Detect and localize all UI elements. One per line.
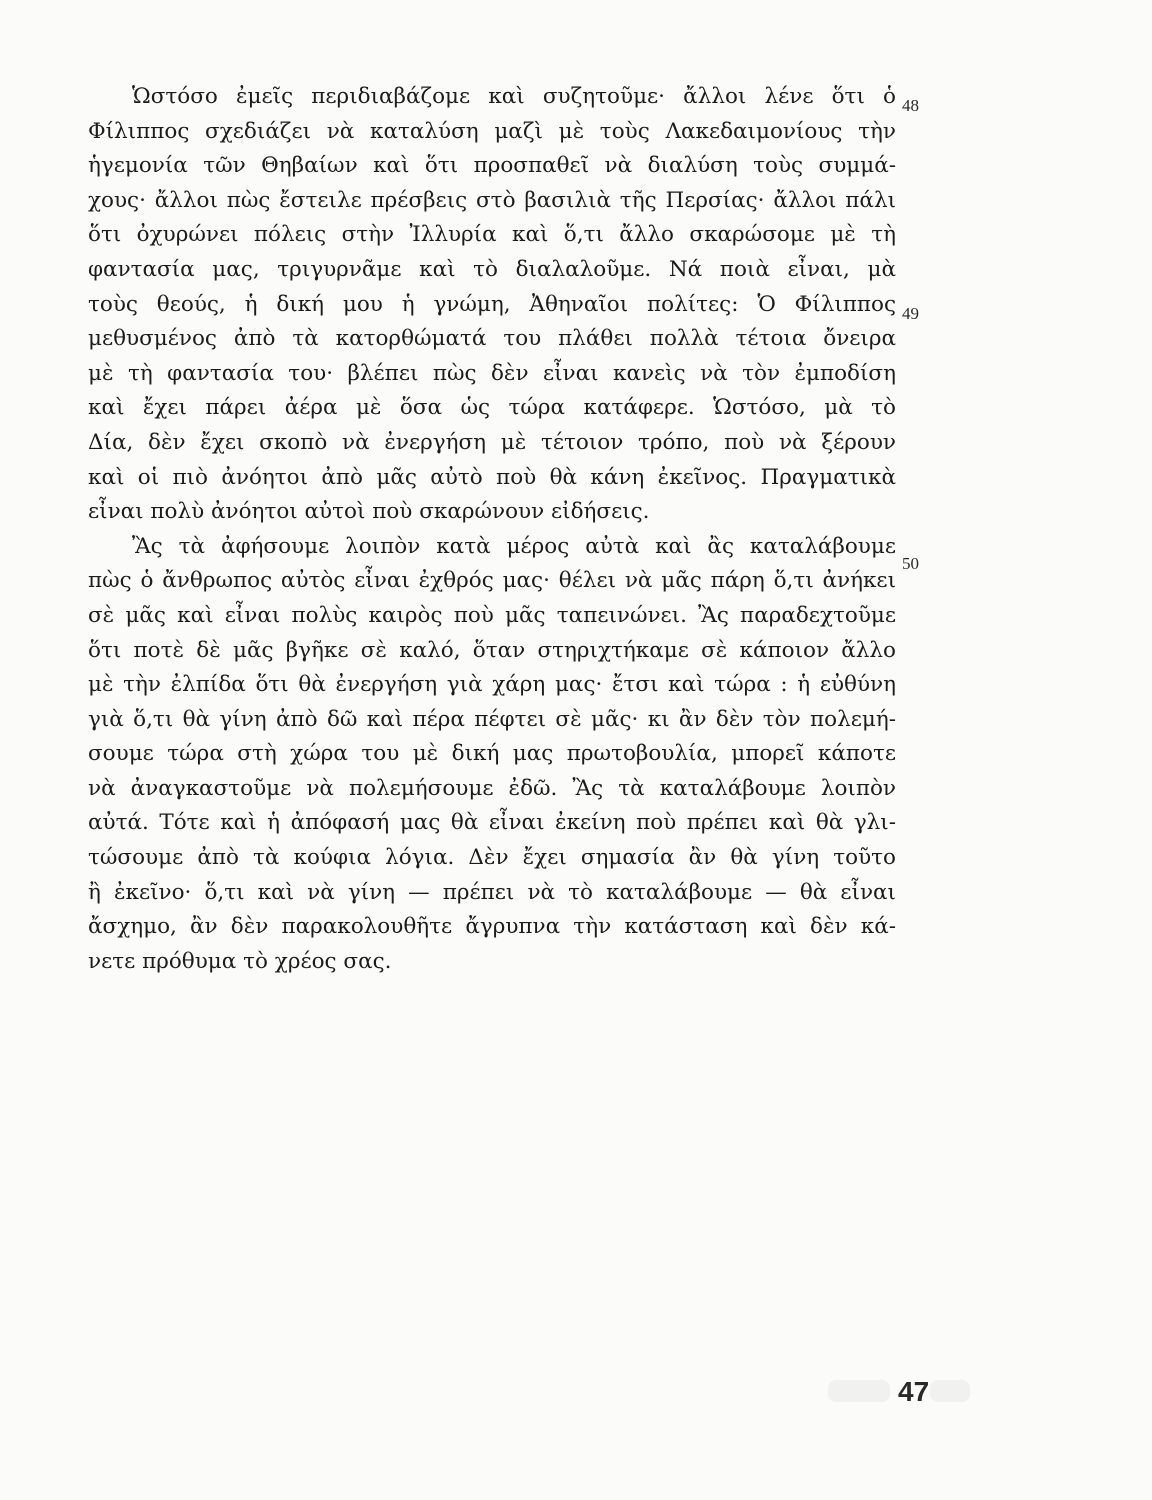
bleed-through-mark — [828, 1380, 890, 1402]
text-line: Φίλιππος σχεδιάζει νὰ καταλύση μαζὶ μὲ τοὺς Λακεδαιμονίους τὴν — [88, 118, 896, 144]
page-number: 47 — [898, 1376, 930, 1407]
text-line: σὲ μᾶς καὶ εἶναι πολὺς καιρὸς ποὺ μᾶς ταπεινώνει. Ἂς παραδεχτοῦμε — [88, 602, 896, 628]
text-line: τώσουμε ἀπὸ τὰ κούφια λόγια. Δὲν ἔχει σημασία ἂν θὰ γίνη τοῦτο — [88, 845, 896, 871]
text-line: ὅτι ποτὲ δὲ μᾶς βγῆκε σὲ καλό, ὅταν στηριχτήκαμε σὲ κάποιον ἄλλο — [88, 637, 896, 663]
text-line: ἄσχημο, ἂν δὲν παρακολουθῆτε ἄγρυπνα τὴν κατάσταση καὶ δὲν κά- — [88, 914, 896, 940]
text-line: νὰ ἀναγκαστοῦμε νὰ πολεμήσουμε ἐδῶ. Ἂς τὰ καταλάβουμε λοιπὸν — [88, 775, 896, 801]
text-line: σουμε τώρα στὴ χώρα του μὲ δική μας πρωτοβουλία, μπορεῖ κάποτε — [88, 741, 896, 767]
text-line: γιὰ ὅ,τι θὰ γίνη ἀπὸ δῶ καὶ πέρα πέφτει σὲ μᾶς· κι ἂν δὲν τὸν πολεμή- — [88, 706, 896, 732]
text-line: Δία, δὲν ἔχει σκοπὸ νὰ ἐνεργήση μὲ τέτοιον τρόπο, ποὺ νὰ ξέρουν — [88, 429, 896, 455]
text-line: ἢ ἐκεῖνο· ὅ,τι καὶ νὰ γίνη — πρέπει νὰ τὸ καταλάβουμε — θὰ εἶναι — [88, 879, 896, 905]
section-number-48: 48 — [902, 96, 919, 115]
text-line: Ὡστόσο ἐμεῖς περιδιαβάζομε καὶ συζητοῦμε· ἄλλοι λένε ὅτι ὁ — [132, 84, 896, 109]
text-line: εἶναι πολὺ ἀνόητοι αὐτοὶ ποὺ σκαρώνουν εἰδήσεις. — [88, 499, 650, 525]
text-line: χους· ἄλλοι πὼς ἔστειλε πρέσβεις στὸ βασιλιὰ τῆς Περσίας· ἄλλοι πάλι — [88, 187, 896, 213]
body-text — [88, 80, 896, 979]
text-line: αὐτά. Τότε καὶ ἡ ἀπόφασή μας θὰ εἶναι ἐκείνη ποὺ πρέπει καὶ θὰ γλι- — [88, 810, 896, 836]
text-line: καὶ οἱ πιὸ ἀνόητοι ἀπὸ μᾶς αὐτὸ ποὺ θὰ κάνη ἐκεῖνος. Πραγματικὰ — [88, 464, 896, 490]
text-line: καὶ ἔχει πάρει ἀέρα μὲ ὅσα ὡς τώρα κατάφερε. Ὡστόσο, μὰ τὸ — [88, 395, 896, 421]
text-line: φαντασία μας, τριγυρνᾶμε καὶ τὸ διαλαλοῦμε. Νά ποιὰ εἶναι, μὰ — [88, 256, 896, 282]
text-line: μεθυσμένος ἀπὸ τὰ κατορθώματά του πλάθει πολλὰ τέτοια ὄνειρα — [88, 326, 896, 352]
text-line: ὅτι ὀχυρώνει πόλεις στὴν Ἰλλυρία καὶ ὅ,τι ἄλλο σκαρώσομε μὲ τὴ — [88, 222, 896, 248]
text-line: τοὺς θεούς, ἡ δική μου ἡ γνώμη, Ἀθηναῖοι πολίτες: Ὁ Φίλιππος — [88, 291, 896, 317]
section-number-50: 50 — [902, 554, 919, 573]
text-line: νετε πρόθυμα τὸ χρέος σας. — [88, 948, 392, 974]
text-line: μὲ τὴν ἐλπίδα ὅτι θὰ ἐνεργήση γιὰ χάρη μας· ἔτσι καὶ τώρα : ἡ εὐθύνη — [88, 672, 896, 698]
text-line: πὼς ὁ ἄνθρωπος αὐτὸς εἶναι ἐχθρός μας· θέλει νὰ μᾶς πάρη ὅ,τι ἀνήκει — [88, 568, 896, 594]
section-number-49: 49 — [902, 304, 919, 323]
text-line: μὲ τὴ φαντασία του· βλέπει πὼς δὲν εἶναι κανεὶς νὰ τὸν ἐμποδίση — [88, 360, 896, 386]
bleed-through-mark — [930, 1380, 970, 1402]
text-line: Ἂς τὰ ἀφήσουμε λοιπὸν κατὰ μέρος αὐτὰ καὶ ἂς καταλάβουμε — [132, 533, 896, 559]
text-line: ἡγεμονία τῶν Θηβαίων καὶ ὅτι προσπαθεῖ νὰ διαλύση τοὺς συμμά- — [88, 153, 896, 179]
